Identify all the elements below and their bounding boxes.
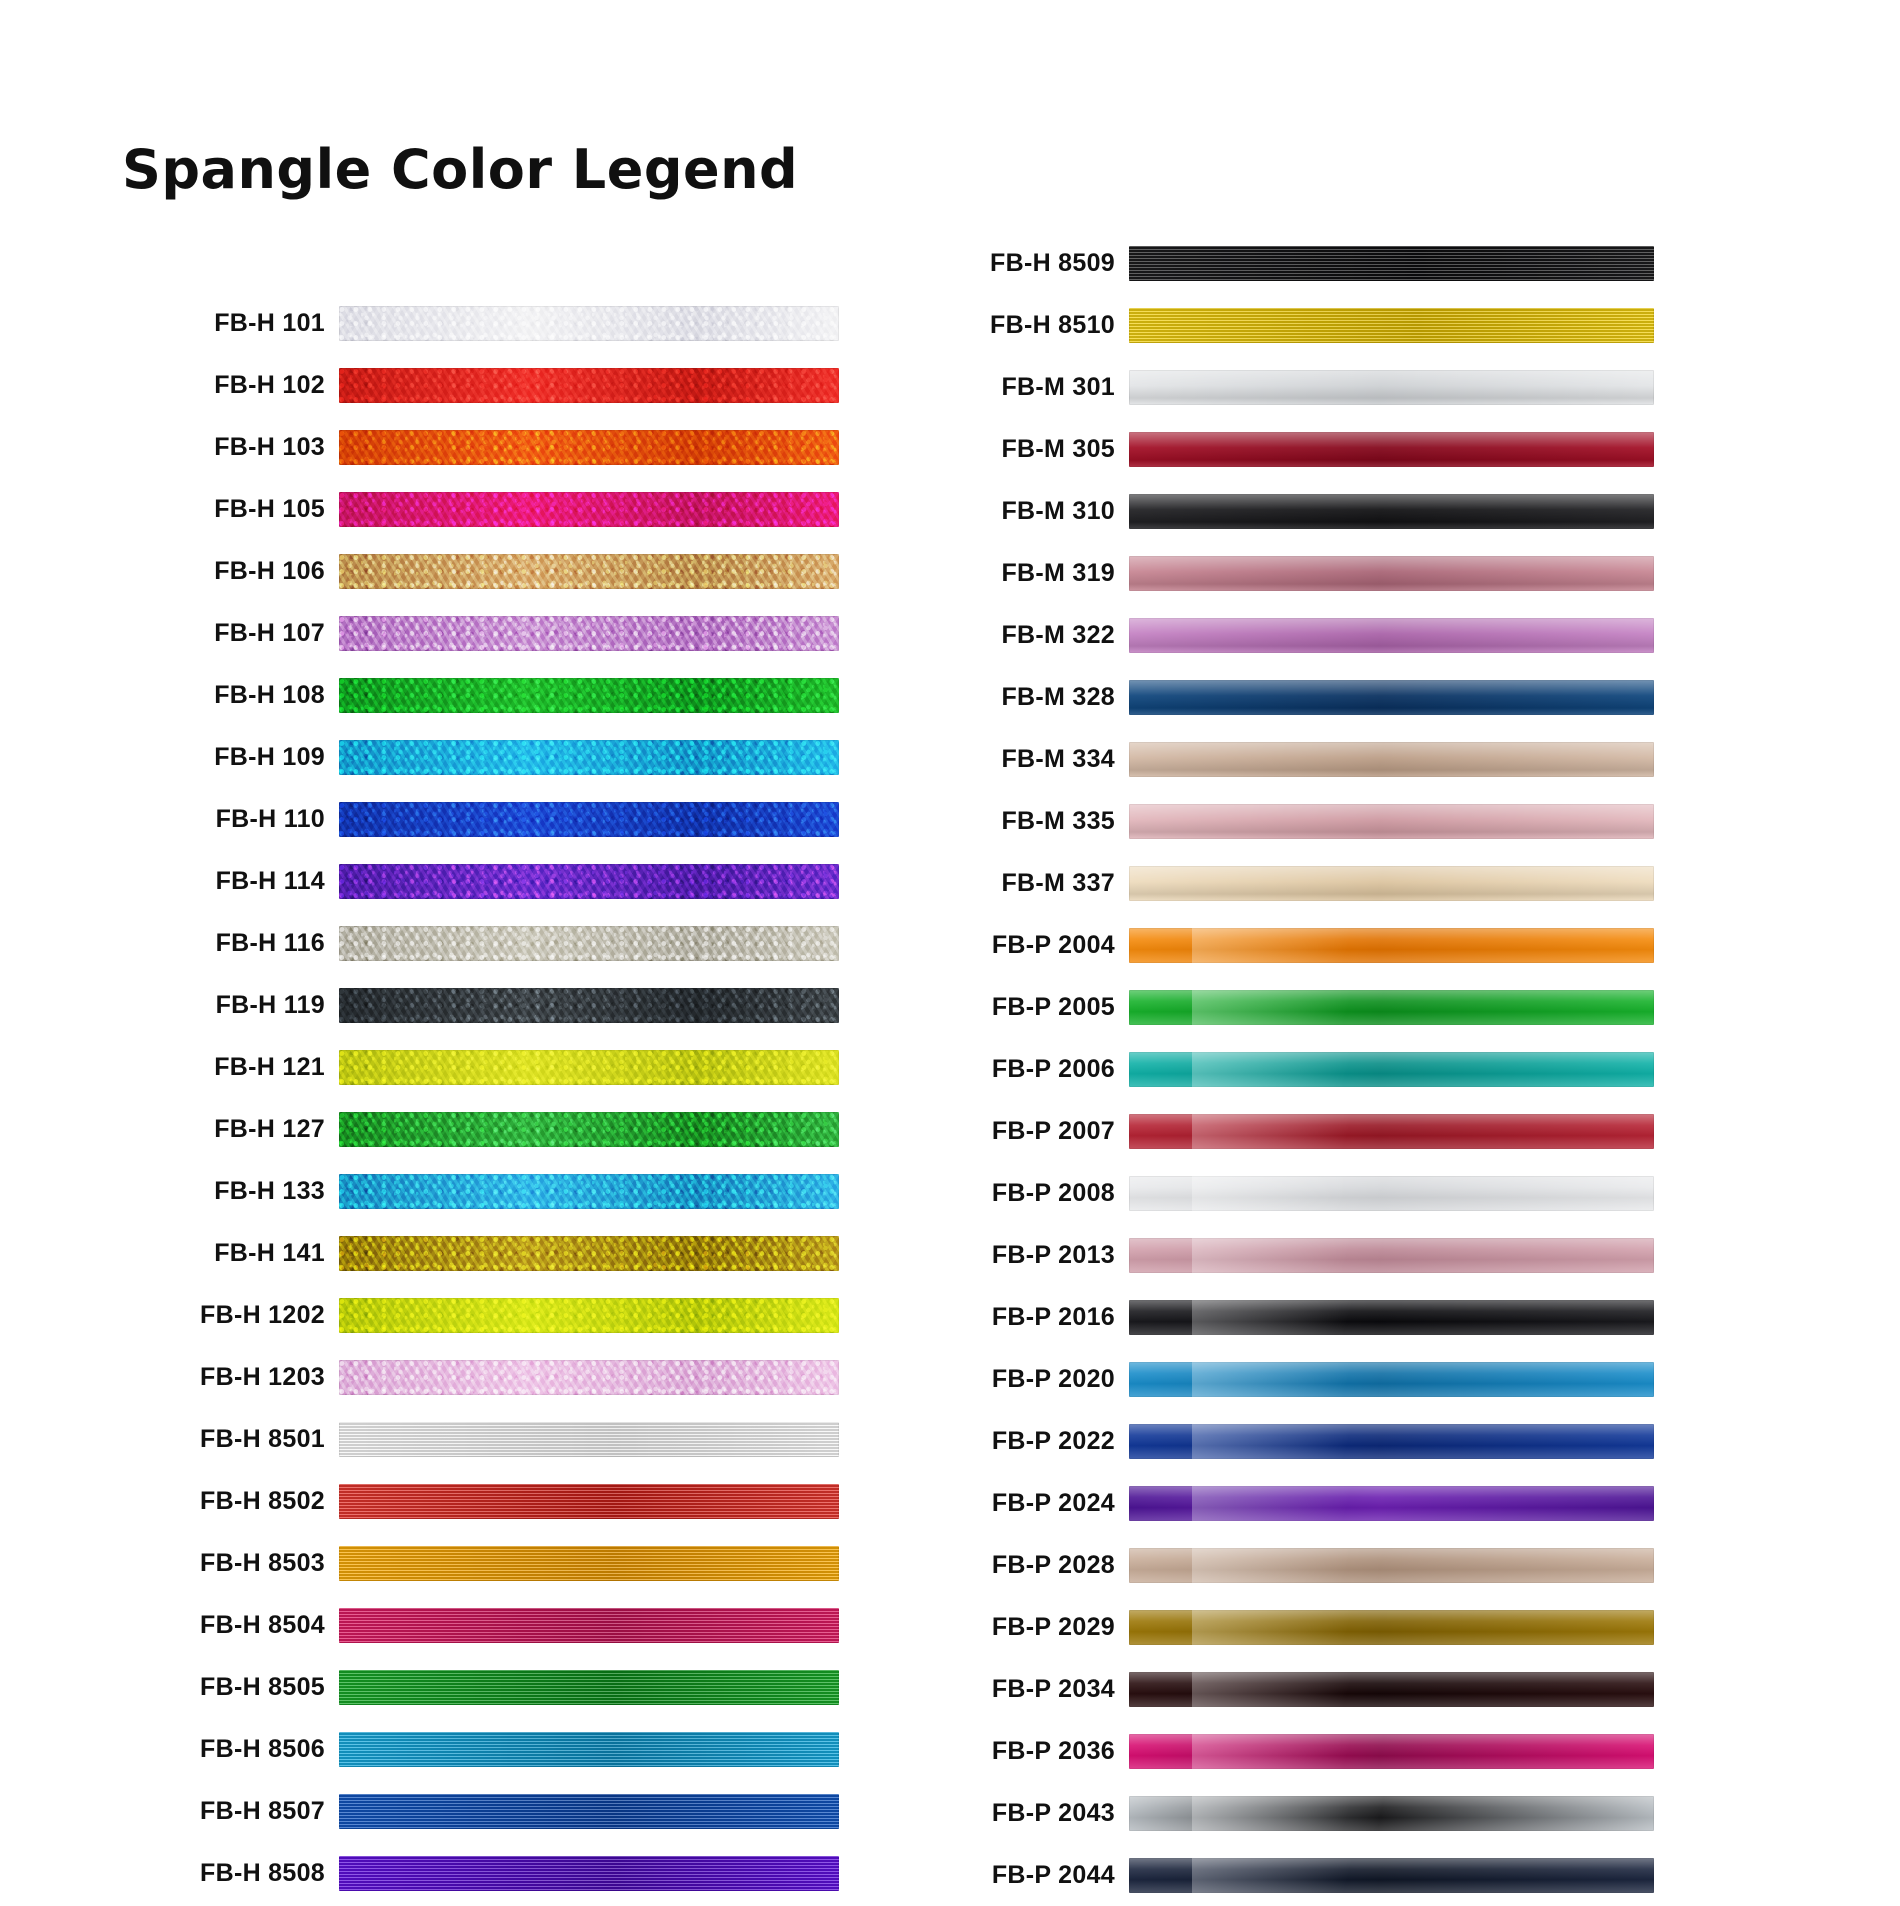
swatch-row [900,914,1660,976]
swatch-bar-outline [1129,370,1654,405]
swatch-code-label: FB-H 105 [214,494,325,523]
swatch-row [900,1410,1660,1472]
swatch-color-bar [339,740,839,775]
swatch-bar-outline [1129,1114,1654,1149]
swatch-row [120,1718,840,1780]
swatch-bar-outline [339,1112,839,1147]
swatch-code-label: FB-H 106 [214,556,325,585]
swatch-row [900,480,1660,542]
swatch-bar-outline [1129,742,1654,777]
swatch-code-label: FB-H 109 [214,742,325,771]
swatch-row [900,1038,1660,1100]
swatch-color-bar [339,554,839,589]
swatch-bar-outline [1129,1176,1654,1211]
swatch-code-label: FB-H 133 [214,1176,325,1205]
swatch-row [900,1534,1660,1596]
swatch-color-bar [339,1670,839,1705]
swatch-color-bar [339,988,839,1023]
swatch-bar-outline [1129,680,1654,715]
swatch-code-label: FB-H 1203 [200,1362,325,1391]
swatch-row [900,1658,1660,1720]
swatch-bar-outline [339,306,839,341]
swatch-row [120,1470,840,1532]
swatch-color-bar [1129,1300,1654,1335]
swatch-color-bar [1129,556,1654,591]
swatch-code-label: FB-H 103 [214,432,325,461]
swatch-row [900,852,1660,914]
swatch-code-label: FB-H 1202 [200,1300,325,1329]
swatch-code-label: FB-M 301 [1001,372,1115,401]
swatch-bar-outline [339,988,839,1023]
swatch-color-bar [339,1422,839,1457]
swatch-bar-outline [339,430,839,465]
swatch-bar-outline [1129,432,1654,467]
swatch-bar-outline [1129,1300,1654,1335]
swatch-row [900,1162,1660,1224]
swatch-row [900,232,1660,294]
swatch-color-bar [1129,1052,1654,1087]
swatch-color-bar [1129,1176,1654,1211]
swatch-color-bar [1129,1114,1654,1149]
swatch-color-bar [339,1546,839,1581]
swatch-bar-outline [1129,1486,1654,1521]
swatch-bar-outline [339,616,839,651]
swatch-color-bar [339,430,839,465]
swatch-code-label: FB-H 101 [214,308,325,337]
swatch-code-label: FB-H 8503 [200,1548,325,1577]
swatch-bar-outline [339,1794,839,1829]
swatch-row [900,542,1660,604]
swatch-bar-outline [1129,928,1654,963]
swatch-color-bar [339,864,839,899]
swatch-color-bar [1129,804,1654,839]
swatch-color-bar [339,1050,839,1085]
swatch-code-label: FB-H 8506 [200,1734,325,1763]
swatch-bar-outline [339,802,839,837]
swatch-bar-outline [339,492,839,527]
swatch-bar-outline [1129,246,1654,281]
swatch-color-bar [1129,1858,1654,1893]
swatch-column-right [900,232,1660,1906]
swatch-row [120,912,840,974]
swatch-code-label: FB-M 322 [1001,620,1115,649]
swatch-row [120,726,840,788]
swatch-color-bar [339,306,839,341]
swatch-row [900,976,1660,1038]
swatch-color-bar [1129,866,1654,901]
swatch-bar-outline [339,1174,839,1209]
swatch-bar-outline [339,926,839,961]
swatch-bar-outline [1129,308,1654,343]
swatch-color-bar [339,1484,839,1519]
swatch-code-label: FB-M 310 [1001,496,1115,525]
swatch-color-bar [1129,246,1654,281]
swatch-bar-outline [1129,1238,1654,1273]
swatch-row [900,294,1660,356]
swatch-bar-outline [1129,1362,1654,1397]
swatch-bar-outline [339,1670,839,1705]
swatch-color-bar [1129,1362,1654,1397]
swatch-code-label: FB-H 8502 [200,1486,325,1515]
swatch-row [900,356,1660,418]
swatch-code-label: FB-M 335 [1001,806,1115,835]
page-title: Spangle Color Legend [122,138,799,201]
swatch-row [120,1842,840,1904]
swatch-bar-outline [339,740,839,775]
swatch-row [900,1782,1660,1844]
swatch-code-label: FB-H 8505 [200,1672,325,1701]
swatch-code-label: FB-P 2028 [991,1550,1115,1579]
swatch-code-label: FB-H 116 [215,928,325,957]
swatch-code-label: FB-H 8509 [990,248,1115,277]
swatch-code-label: FB-P 2022 [991,1426,1115,1455]
swatch-bar-outline [1129,866,1654,901]
swatch-code-label: FB-H 8510 [990,310,1115,339]
swatch-row [120,974,840,1036]
swatch-color-bar [339,802,839,837]
swatch-bar-outline [339,678,839,713]
swatch-bar-outline [339,1298,839,1333]
swatch-bar-outline [1129,1672,1654,1707]
swatch-row [900,666,1660,728]
swatch-row [120,788,840,850]
swatch-code-label: FB-H 102 [214,370,325,399]
swatch-code-label: FB-M 337 [1001,868,1115,897]
swatch-row [120,1036,840,1098]
swatch-row [900,1720,1660,1782]
swatch-code-label: FB-P 2013 [991,1240,1115,1269]
swatch-row [120,1532,840,1594]
swatch-color-bar [339,678,839,713]
swatch-bar-outline [1129,1858,1654,1893]
swatch-code-label: FB-P 2024 [991,1488,1115,1517]
swatch-code-label: FB-H 119 [215,990,325,1019]
swatch-color-bar [339,616,839,651]
swatch-row [900,1100,1660,1162]
swatch-color-bar [339,1112,839,1147]
swatch-bar-outline [1129,1052,1654,1087]
swatch-code-label: FB-P 2044 [991,1860,1115,1889]
swatch-row [120,664,840,726]
swatch-color-bar [1129,1796,1654,1831]
swatch-bar-outline [339,1360,839,1395]
swatch-code-label: FB-M 305 [1001,434,1115,463]
swatch-code-label: FB-P 2006 [991,1054,1115,1083]
swatch-bar-outline [1129,804,1654,839]
swatch-code-label: FB-P 2029 [991,1612,1115,1641]
swatch-code-label: FB-P 2005 [991,992,1115,1021]
swatch-code-label: FB-M 334 [1001,744,1115,773]
swatch-color-bar [1129,308,1654,343]
swatch-code-label: FB-P 2036 [991,1736,1115,1765]
swatch-row [120,1594,840,1656]
swatch-color-bar [1129,742,1654,777]
swatch-row [900,1472,1660,1534]
swatch-row [900,1286,1660,1348]
swatch-color-bar [1129,370,1654,405]
swatch-color-bar [1129,1672,1654,1707]
swatch-color-bar [339,492,839,527]
swatch-bar-outline [1129,1424,1654,1459]
swatch-bar-outline [1129,1796,1654,1831]
swatch-bar-outline [339,368,839,403]
swatch-row [120,1346,840,1408]
swatch-code-label: FB-H 114 [215,866,325,895]
swatch-code-label: FB-M 328 [1001,682,1115,711]
swatch-row [900,1596,1660,1658]
swatch-code-label: FB-P 2020 [991,1364,1115,1393]
swatch-row [120,850,840,912]
swatch-bar-outline [1129,556,1654,591]
swatch-bar-outline [339,1484,839,1519]
swatch-code-label: FB-H 121 [214,1052,325,1081]
swatch-color-bar [1129,1734,1654,1769]
swatch-bar-outline [1129,494,1654,529]
swatch-color-bar [1129,618,1654,653]
swatch-row [120,1222,840,1284]
swatch-row [900,604,1660,666]
swatch-code-label: FB-H 8501 [200,1424,325,1453]
swatch-bar-outline [339,864,839,899]
swatch-code-label: FB-H 127 [214,1114,325,1143]
swatch-row [120,354,840,416]
swatch-color-bar [339,1794,839,1829]
swatch-row [120,1780,840,1842]
swatch-bar-outline [339,1608,839,1643]
swatch-row [120,540,840,602]
swatch-color-bar [339,926,839,961]
swatch-code-label: FB-H 8507 [200,1796,325,1825]
swatch-color-bar [339,1360,839,1395]
swatch-color-bar [1129,1424,1654,1459]
swatch-bar-outline [339,1236,839,1271]
swatch-column-left [120,292,840,1904]
swatch-color-bar [1129,680,1654,715]
swatch-bar-outline [339,1732,839,1767]
swatch-code-label: FB-P 2016 [991,1302,1115,1331]
swatch-row [900,1348,1660,1410]
swatch-bar-outline [1129,1610,1654,1645]
swatch-row [900,418,1660,480]
swatch-row [120,478,840,540]
swatch-code-label: FB-H 8508 [200,1858,325,1887]
swatch-color-bar [339,1298,839,1333]
swatch-code-label: FB-H 108 [214,680,325,709]
swatch-color-bar [339,368,839,403]
swatch-color-bar [1129,1610,1654,1645]
swatch-color-bar [1129,990,1654,1025]
swatch-color-bar [339,1174,839,1209]
swatch-bar-outline [1129,1734,1654,1769]
swatch-color-bar [339,1236,839,1271]
swatch-row [120,602,840,664]
swatch-color-bar [1129,928,1654,963]
swatch-code-label: FB-H 107 [214,618,325,647]
swatch-color-bar [1129,1486,1654,1521]
swatch-row [120,1408,840,1470]
swatch-code-label: FB-P 2034 [991,1674,1115,1703]
swatch-bar-outline [1129,990,1654,1025]
swatch-row [120,1160,840,1222]
swatch-bar-outline [339,1546,839,1581]
swatch-row [900,728,1660,790]
swatch-color-bar [339,1732,839,1767]
swatch-row [120,1284,840,1346]
swatch-color-bar [1129,1548,1654,1583]
swatch-color-bar [1129,432,1654,467]
swatch-code-label: FB-H 141 [214,1238,325,1267]
swatch-row [900,1224,1660,1286]
swatch-row [900,1844,1660,1906]
swatch-row [120,416,840,478]
swatch-color-bar [339,1608,839,1643]
swatch-color-bar [1129,494,1654,529]
swatch-color-bar [1129,1238,1654,1273]
swatch-color-bar [339,1856,839,1891]
swatch-row [120,1098,840,1160]
swatch-code-label: FB-P 2008 [991,1178,1115,1207]
swatch-row [900,790,1660,852]
swatch-code-label: FB-P 2004 [991,930,1115,959]
swatch-bar-outline [339,1856,839,1891]
swatch-code-label: FB-H 8504 [200,1610,325,1639]
swatch-bar-outline [339,1050,839,1085]
swatch-row [120,1656,840,1718]
swatch-bar-outline [339,1422,839,1457]
swatch-bar-outline [1129,1548,1654,1583]
swatch-row [120,292,840,354]
swatch-code-label: FB-P 2007 [991,1116,1115,1145]
swatch-code-label: FB-M 319 [1001,558,1115,587]
swatch-bar-outline [339,554,839,589]
swatch-code-label: FB-P 2043 [991,1798,1115,1827]
swatch-bar-outline [1129,618,1654,653]
swatch-code-label: FB-H 110 [215,804,325,833]
